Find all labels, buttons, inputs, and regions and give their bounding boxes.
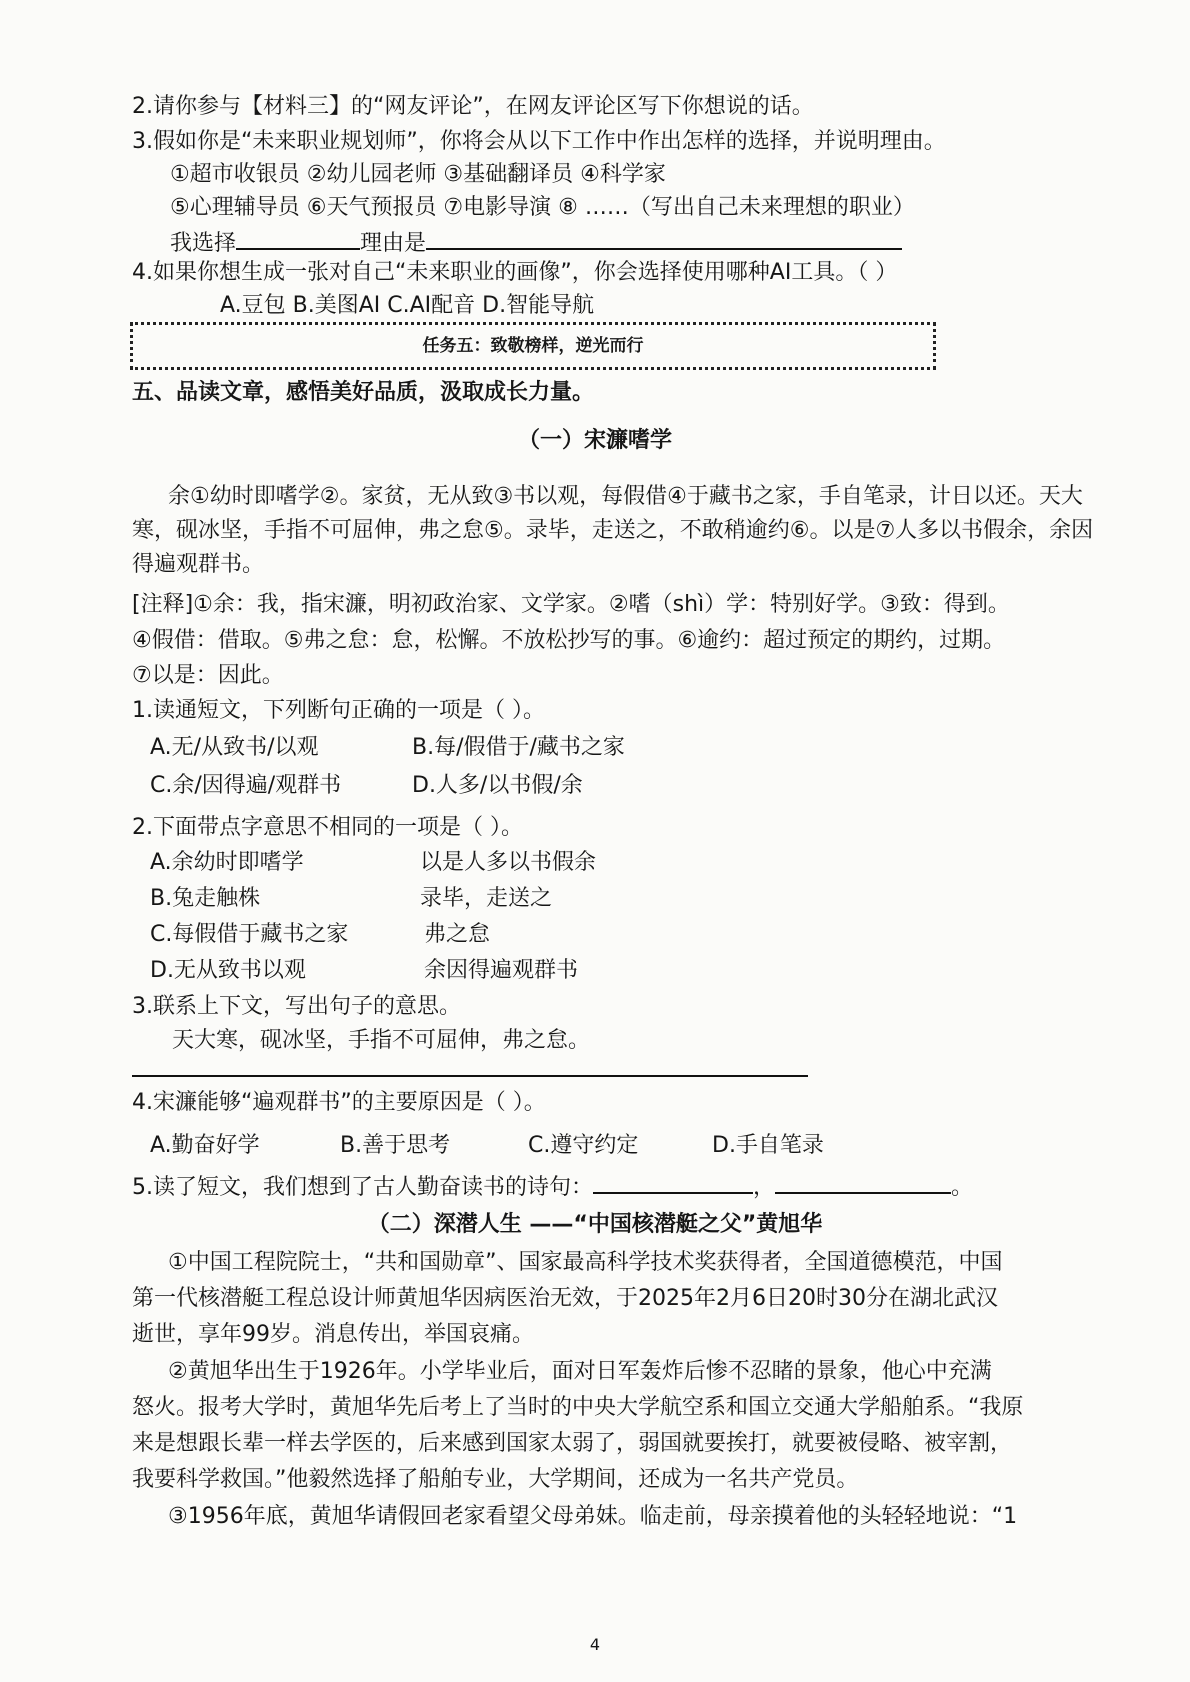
choice-reason-row: [170, 226, 902, 259]
notes-line-2: ④假借：借取。⑤弗之怠：怠，松懈。不放松抄写的事。⑥逾约：超过预定的期约，过期。: [132, 628, 1006, 653]
p1-question-2: 2.下面带点字意思不相同的一项是（ ）。: [132, 815, 523, 840]
notes-line-3: ⑦以是：因此。: [132, 663, 284, 688]
section-five-heading: 五、品读文章，感悟美好品质，汲取成长力量。: [132, 380, 595, 405]
p1-q2-option-c-right: 弗之怠: [424, 922, 491, 947]
p1-q4-option-c: C.遵守约定: [528, 1133, 639, 1158]
poem-blank-2[interactable]: [775, 1170, 951, 1194]
p1-q2-option-d-left: D.无从致书以观: [150, 958, 306, 983]
passage-1-line-1: 余①幼时即嗜学②。家贫，无从致③书以观，每假借④于藏书之家，手自笔录，计日以还。天大: [168, 484, 1083, 509]
task-five-banner: [130, 322, 936, 370]
passage-2-line-6: 来是想跟长辈一样去学医的，后来感到国家太弱了，弱国就要挨打，就要被侵略、被宰割，: [132, 1431, 1013, 1456]
p1-q2-option-a-left: A.余幼时即嗜学: [150, 850, 304, 875]
p1-q3-sentence: 天大寒，砚冰坚，手指不可屈伸，弗之怠。: [172, 1028, 591, 1053]
p1-q2-option-b-right: 录毕，走送之: [420, 886, 553, 911]
passage-2-line-8: ③1956年底，黄旭华请假回老家看望父母弟妹。临走前，母亲摸着他的头轻轻地说：“1: [168, 1504, 1018, 1529]
p1-q3-answer-line[interactable]: [132, 1075, 808, 1077]
job-options-row-1: ①超市收银员 ②幼儿园老师 ③基础翻译员 ④科学家: [170, 162, 666, 187]
passage-2-title: （二）深潜人生 ——“中国核潜艇之父”黄旭华: [367, 1212, 823, 1237]
p1-question-3: 3.联系上下文，写出句子的意思。: [132, 994, 461, 1019]
passage-2-line-1: ①中国工程院院士，“共和国勋章”、国家最高科学技术奖获得者，全国道德模范，中国: [168, 1250, 1003, 1275]
p1-q1-option-a: A.无/从致书/以观: [150, 735, 319, 760]
task-five-title: 任务五：致敬榜样，逆光而行: [422, 336, 644, 356]
p1-q5-end: 。: [951, 1175, 974, 1200]
question-2-comment: 2.请你参与【材料三】的“网友评论”，在网友评论区写下你想说的话。: [132, 94, 814, 119]
passage-2-line-7: 我要科学救国。”他毅然选择了船舶专业，大学期间，还成为一名共产党员。: [132, 1467, 859, 1492]
notes-line-1: [注释]①余：我，指宋濂，明初政治家、文学家。②嗜（shì）学：特别好学。③致：得到。: [132, 592, 1010, 617]
passage-1-line-3: 得遍观群书。: [132, 552, 265, 577]
passage-2-line-3: 逝世，享年99岁。消息传出，举国哀痛。: [132, 1322, 534, 1347]
passage-1-title: （一）宋濂嗜学: [517, 428, 672, 453]
passage-2-line-4: ②黄旭华出生于1926年。小学毕业后，面对日军轰炸后惨不忍睹的景象，他心中充满: [168, 1359, 992, 1384]
reason-blank[interactable]: [426, 226, 902, 250]
p1-q1-option-c: C.余/因得遍/观群书: [150, 773, 342, 798]
page-number: 4: [589, 1635, 601, 1654]
question-4-ai: 4.如果你想生成一张对自己“未来职业的画像”，你会选择使用哪种AI工具。（ ）: [132, 260, 898, 285]
p1-q5-separator: ，: [753, 1175, 776, 1200]
p1-question-1: 1.读通短文，下列断句正确的一项是（ ）。: [132, 698, 545, 723]
passage-2-line-5: 怒火。报考大学时，黄旭华先后考上了当时的中央大学航空系和国立交通大学船舶系。“我原: [132, 1395, 1024, 1420]
p1-q2-option-b-left: B.兔走触株: [150, 886, 261, 911]
job-options-row-2: ⑤心理辅导员 ⑥天气预报员 ⑦电影导演 ⑧ ……（写出自己未来理想的职业）: [170, 195, 915, 220]
poem-blank-1[interactable]: [593, 1170, 753, 1194]
p1-q2-option-d-right: 余因得遍观群书: [424, 958, 579, 983]
p1-q5-text: 5.读了短文，我们想到了古人勤奋读书的诗句：: [132, 1175, 593, 1200]
p1-q4-option-a: A.勤奋好学: [150, 1133, 260, 1158]
p1-q1-option-b: B.每/假借于/藏书之家: [412, 735, 625, 760]
ai-tool-options: A.豆包 B.美图AI C.AI配音 D.智能导航: [220, 293, 595, 318]
reason-label: 理由是: [360, 231, 427, 256]
p1-q4-option-b: B.善于思考: [340, 1133, 451, 1158]
p1-question-5: [132, 1170, 973, 1203]
p1-q2-option-a-right: 以是人多以书假余: [420, 850, 597, 875]
p1-q4-option-d: D.手自笔录: [712, 1133, 824, 1158]
choice-blank[interactable]: [236, 226, 360, 250]
passage-1-line-2: 寒，砚冰坚，手指不可屈伸，弗之怠⑤。录毕，走送之，不敢稍逾约⑥。以是⑦人多以书假余，余因: [132, 518, 1094, 543]
choose-label: 我选择: [170, 231, 237, 256]
p1-q1-option-d: D.人多/以书假/余: [412, 773, 583, 798]
p1-question-4: 4.宋濂能够“遍观群书”的主要原因是（ ）。: [132, 1090, 546, 1115]
passage-2-line-2: 第一代核潜艇工程总设计师黄旭华因病医治无效，于2025年2月6日20时30分在湖北武汉: [132, 1286, 998, 1311]
p1-q2-option-c-left: C.每假借于藏书之家: [150, 922, 349, 947]
question-3-planner: 3.假如你是“未来职业规划师”，你将会从以下工作中作出怎样的选择，并说明理由。: [132, 129, 946, 154]
